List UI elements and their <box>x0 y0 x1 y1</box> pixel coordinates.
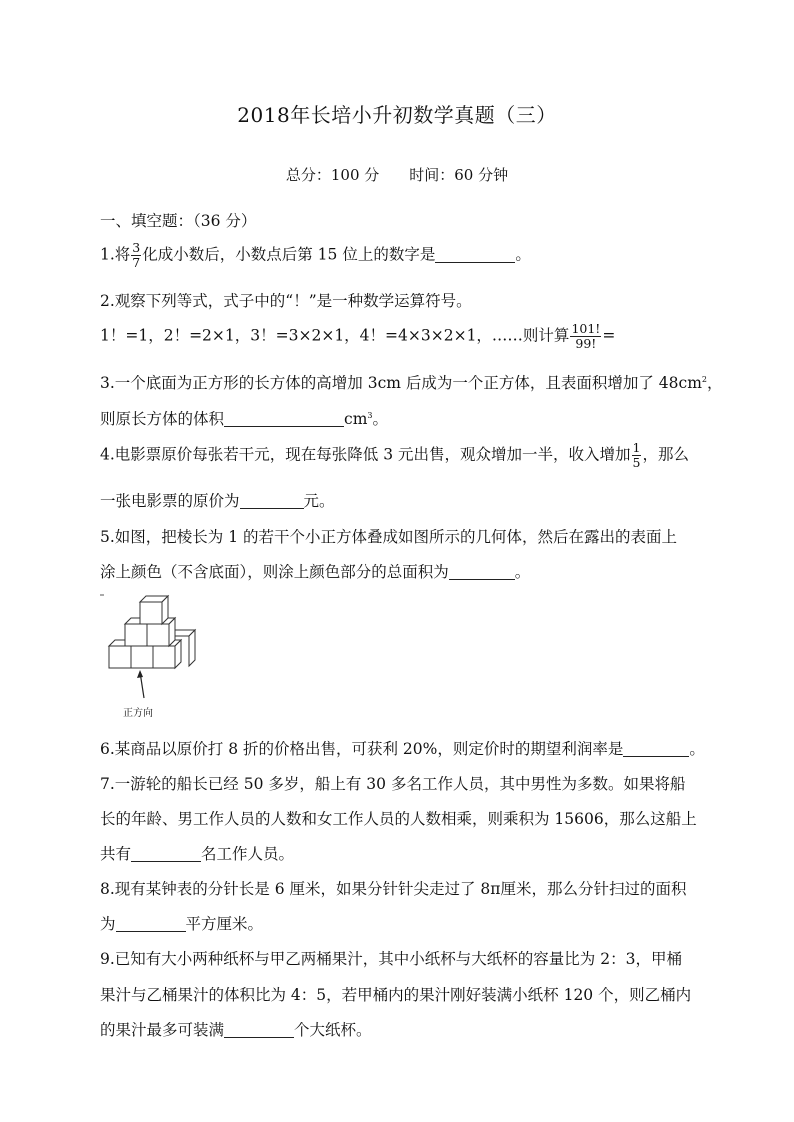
q1-post: 化成小数后，小数点后第 15 位上的数字是 <box>142 245 436 264</box>
q6-pre: 6.某商品以原价打 8 折的价格出售，可获利 20%，则定价时的期望利润率是 <box>100 740 624 758</box>
question-3-line-2 <box>100 407 388 429</box>
q1-pre: 1.将 <box>100 245 131 264</box>
q2-post: = <box>602 326 616 345</box>
q9-line3-end: 个大纸杯。 <box>294 1021 372 1039</box>
cube-top <box>140 602 162 624</box>
cube-side-face <box>189 630 195 666</box>
q3-sup1: 2 <box>701 374 708 384</box>
q4-pre: 4.电影票原价每张若干元，现在每张降低 3 元出售，观众增加一半，收入增加 <box>100 445 631 464</box>
q7-line3-pre: 共有 <box>100 845 132 863</box>
question-7-line-3 <box>100 842 294 864</box>
question-1 <box>100 241 531 270</box>
question-9-line-1: 9.已知有大小两种纸杯与甲乙两桶果汁，其中小纸杯与大纸杯的容量比为 2：3，甲桶 <box>100 950 682 968</box>
answer-blank-9[interactable] <box>224 1021 294 1038</box>
q1-denominator: 7 <box>132 255 141 270</box>
exam-meta: 总分：100 分 时间：60 分钟 <box>285 166 509 184</box>
q1-fraction <box>131 241 141 270</box>
question-7-line-1: 7.一游轮的船长已经 50 多岁，船上有 30 多名工作人员，其中男性为多数。如果将船 <box>100 775 686 793</box>
q2-numerator: 101! <box>571 321 601 336</box>
answer-blank-8[interactable] <box>116 915 186 932</box>
cube-middle-1 <box>125 624 147 646</box>
question-2: 2.观察下列等式，式子中的“！”是一种数学运算符号。 <box>100 292 472 310</box>
question-8-line-2 <box>100 912 263 934</box>
stacked-cubes-figure <box>100 590 210 718</box>
q2-fraction <box>570 322 601 351</box>
cube-bottom-1 <box>109 646 131 668</box>
q3-line2-pre: 则原长方体的体积 <box>100 410 225 428</box>
answer-blank-1[interactable] <box>435 246 515 263</box>
question-9-line-2: 果汁与乙桶果汁的体积比为 4：5，若甲桶内的果汁刚好装满小纸杯 120 个，则乙桶内 <box>100 986 692 1004</box>
section-heading: 一、填空题：（36 分） <box>100 212 257 230</box>
q2-denominator: 99! <box>575 336 597 351</box>
q4-denominator: 5 <box>632 455 641 470</box>
question-6 <box>100 737 705 759</box>
answer-blank-7[interactable] <box>131 845 201 862</box>
answer-blank-3[interactable] <box>224 410 344 427</box>
q4-fraction <box>632 441 642 470</box>
q9-line3-pre: 的果汁最多可装满 <box>100 1021 225 1039</box>
cube-middle-2 <box>147 624 169 646</box>
q3-sup2: 3 <box>367 410 373 420</box>
q3-line1-end: ， <box>707 374 723 392</box>
answer-blank-4[interactable] <box>240 492 304 509</box>
q1-end: 。 <box>515 245 531 264</box>
q8-line2-end: 平方厘米。 <box>185 915 264 933</box>
question-4-line-1 <box>100 441 689 470</box>
page-title: 2018年长培小升初数学真题（三） <box>237 103 557 127</box>
cube-bottom-2 <box>131 646 153 668</box>
q5-line2-pre: 涂上颜色（不含底面），则涂上颜色部分的总面积为 <box>100 563 449 581</box>
figure-label: 正方向 <box>123 708 153 719</box>
question-4-line-2 <box>100 489 335 511</box>
question-9-line-3 <box>100 1018 372 1040</box>
question-7-line-2: 长的年龄、男工作人员的人数和女工作人员的人数相乘，则乘积为 15606，那么这船上 <box>100 810 697 828</box>
question-8-line-1: 8.现有某钟表的分针长是 6 厘米，如果分针针尖走过了 8π厘米，那么分针扫过的面积 <box>100 880 687 898</box>
q3-line2-end: 。 <box>372 410 389 428</box>
question-2-formula <box>100 322 615 351</box>
question-3-line-1 <box>100 371 723 393</box>
answer-blank-6[interactable] <box>623 740 689 757</box>
q4-numerator: 1 <box>632 440 641 455</box>
q2-pre: 1！=1，2！=2×1，3！=3×2×1，4！=4×3×2×1，……则计算 <box>100 326 570 345</box>
q8-line2-pre: 为 <box>100 915 116 933</box>
question-5-line-2 <box>100 560 530 582</box>
q7-line3-end: 名工作人员。 <box>201 845 295 863</box>
q1-numerator: 3 <box>132 240 141 255</box>
q5-line2-end: 。 <box>514 563 531 581</box>
q3-line1: 3.一个底面为正方形的长方体的高增加 3cm 后成为一个正方体，且表面积增加了 48cm <box>100 374 702 392</box>
q6-end: 。 <box>689 740 705 758</box>
q4-line2-pre: 一张电影票的原价为 <box>100 492 240 510</box>
q4-post: ，那么 <box>642 445 689 464</box>
answer-blank-5[interactable] <box>449 563 515 580</box>
q4-line2-end: 元。 <box>303 492 335 510</box>
cube-bottom-3 <box>153 646 175 668</box>
arrow-head-icon <box>137 670 143 678</box>
q3-unit: cm <box>344 410 368 428</box>
question-5-line-1: 5.如图，把棱长为 1 的若干个小正方体叠成如图所示的几何体，然后在露出的表面上 <box>100 528 678 546</box>
